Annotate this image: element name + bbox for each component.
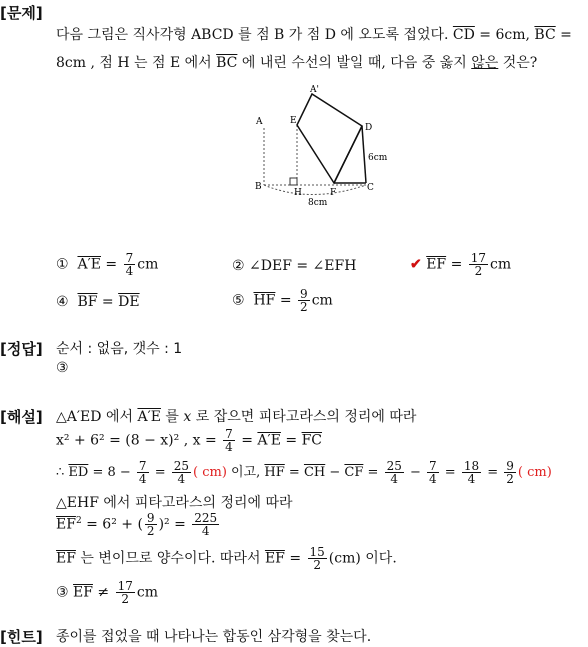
option-5-num: ⑤ [232,292,245,309]
option-1[interactable] [56,252,158,277]
answer-line-2: ③ [56,360,69,376]
option-1-frac: $\frac{7}{4}$ [125,251,134,278]
explain-line-4: △EHF 에서 피타고라스의 정리에 따라 [56,495,293,511]
point-e: E [290,116,297,126]
point-c: C [367,183,374,193]
point-f: F [330,188,337,198]
point-a: A [256,117,263,127]
option-4[interactable] [56,294,140,310]
problem-line-1 [56,24,572,44]
option-3-eq: = [446,256,467,273]
problem-text: 다음 그림은 직사각형 ABCD 를 점 B 가 점 D 에 오도록 접었다. [56,27,449,43]
option-5-eq: = [275,292,297,309]
option-5[interactable] [232,288,333,313]
underlined-word: 않은 [471,55,499,71]
explain-line-6: $\overline{EF}$ 는 변이므로 양수이다. 따라서 $\overline{EF}$ = $\frac{15}{2}$ (cm) 이다. [56,545,397,572]
problem-text-4: 것은? [498,55,538,71]
answer-line-1: 순서 : 없음, 갯수 : 1 [56,341,183,357]
explain-line-5: $\overline{EF}^2 = 6^2$ + ( $\frac{9}{2}$ )² = $\frac{225}{4}$ [56,511,218,538]
point-d: D [365,123,373,133]
option-3-lhs: $\overline{EF}$ [426,256,447,273]
option-2[interactable]: ② ∠DEF = ∠EFH [232,258,357,274]
problem-text-3: 에 내린 수선의 발일 때, 다음 중 옳지 [237,55,472,71]
label-6cm: 6cm [368,153,388,163]
problem-text-2: 8cm , 점 H 는 점 E 에서 [56,55,217,71]
explain-line-1: △A′ED 에서 A′E 를 x 로 잡으면 피타고라스의 정리에 따라 [56,409,417,425]
option-1-num: ① [56,256,69,273]
segment-bc-2: $\overline{BC}$ [216,55,238,71]
point-a-prime: A' [310,85,319,95]
option-4-eq: = [97,294,119,310]
option-5-frac: $\frac{9}{2}$ [300,287,308,314]
option-3-unit: cm [490,256,512,273]
folded-rectangle-figure [250,82,430,212]
option-3-frac: $\frac{17}{2}$ [470,251,487,278]
bc-eq: = [555,27,572,43]
hint-label: [힌트] [0,628,43,646]
option-1-unit: cm [137,256,159,273]
point-b: B [255,182,262,192]
explain-line-3: ∴ $\overline{ED} = 8$ − $\frac{7}{4}$ = $\frac{25}{4}$ ( cm) 이고, $\overline{HF} = \overline{CH} - \overline{CF}$ = $\frac{25}{4}$ − $\frac{7}{4}$ = $\frac{18}{4}$ = $\frac{9}{2}$ ( cm) [56,459,552,486]
explain-line-7: ③ $\overline{EF}$ ≠ $\frac{17}{2}$ cm [56,579,158,606]
checkmark-icon: ✔ [410,256,422,273]
hint-text: 종이를 접었을 때 나타나는 합동인 삼각형을 찾는다. [56,629,372,645]
point-h: H [294,188,302,198]
problem-label: [문제] [0,4,43,22]
answer-label: [정답] [0,340,43,358]
option-4-rhs: $\overline{DE}$ [118,294,140,310]
explain-label: [해설] [0,408,43,426]
label-8cm: 8cm [308,198,328,208]
option-4-lhs: $\overline{BF}$ [77,294,98,310]
option-2-text: ∠DEF = ∠EFH [249,258,357,274]
cd-value: = 6cm, [474,27,535,43]
option-1-lhs: A′E [77,256,101,273]
option-5-lhs: $\overline{HF}$ [253,292,276,309]
option-5-unit: cm [311,292,333,309]
option-1-eq: = [100,256,122,273]
segment-cd: $\overline{CD}$ [452,27,475,43]
option-3[interactable] [410,252,511,277]
explain-line-2: x² + 6² = (8 − x)² , x = $\frac{7}{4}$ = $A'E = \overline{FC}$ [56,427,323,454]
segment-bc: $\overline{BC}$ [534,27,556,43]
option-4-num: ④ [56,294,69,310]
problem-line-2 [56,52,537,72]
